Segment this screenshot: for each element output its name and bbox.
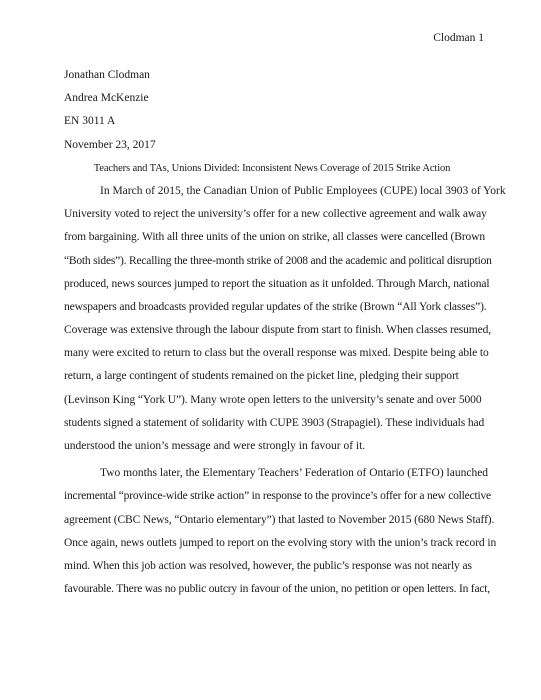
paragraph-line: favourable. There was no public outcry in favour of the union, no petition or open letters. In fact, <box>64 583 490 596</box>
paragraph-line: from bargaining. With all three units of the union on strike, all classes were cancelled (Brown <box>64 231 486 244</box>
document-date: November 23, 2017 <box>64 138 156 151</box>
running-head: Clodman 1 <box>433 32 484 44</box>
paragraph-line: University voted to reject the university’s offer for a new collective agreement and walk away <box>64 208 487 221</box>
paragraph-line: Two months later, the Elementary Teachers’ Federation of Ontario (ETFO) launched <box>100 467 489 480</box>
paragraph-line: students signed a statement of solidarity with CUPE 3903 (Strapagiel). These individuals had <box>64 416 485 429</box>
paragraph-1 <box>64 180 506 458</box>
paragraph-line: understood the union’s message and were strongly in favour of it. <box>64 440 366 452</box>
paragraph-line: newspapers and broadcasts provided regular updates of the strike (Brown “All York classes”). <box>64 300 487 313</box>
paragraph-line: “Both sides”). Recalling the three-month strike of 2008 and the academic and political disruption <box>64 254 492 267</box>
paragraph-line: return, a large contingent of students remained on the picket line, pledging their support <box>64 370 459 383</box>
paragraph-line: produced, news sources jumped to report the situation as it unfolded. Through March, national <box>64 277 490 290</box>
paragraph-line: agreement (CBC News, “Ontario elementary”) that lasted to November 2015 (680 News Staff). <box>64 513 495 526</box>
paragraph-line: In March of 2015, the Canadian Union of Public Employees (CUPE) local 3903 of York <box>100 184 506 197</box>
course-code: EN 3011 A <box>64 115 116 128</box>
instructor-name: Andrea McKenzie <box>64 92 149 105</box>
paragraph-line: many were excited to return to class but the overall response was mixed. Despite being able to <box>64 347 489 360</box>
paragraph-line: (Levinson King “York U”). Many wrote open letters to the university’s senate and over 5000 <box>64 393 482 406</box>
paragraph-line: incremental “province-wide strike action” in response to the province’s offer for a new collective <box>64 490 491 503</box>
paragraph-line: Once again, news outlets jumped to report on the evolving story with the union’s track record in <box>64 536 497 549</box>
paragraph-2 <box>64 462 497 601</box>
paragraph-line: Coverage was extensive through the labour dispute from start to finish. When classes resumed, <box>64 324 492 337</box>
essay-title: Teachers and TAs, Unions Divided: Inconsistent News Coverage of 2015 Strike Action <box>93 162 451 174</box>
author-name: Jonathan Clodman <box>64 69 150 81</box>
document-body <box>64 64 506 601</box>
paragraph-line: mind. When this job action was resolved, however, the public’s response was not nearly as <box>64 559 472 572</box>
